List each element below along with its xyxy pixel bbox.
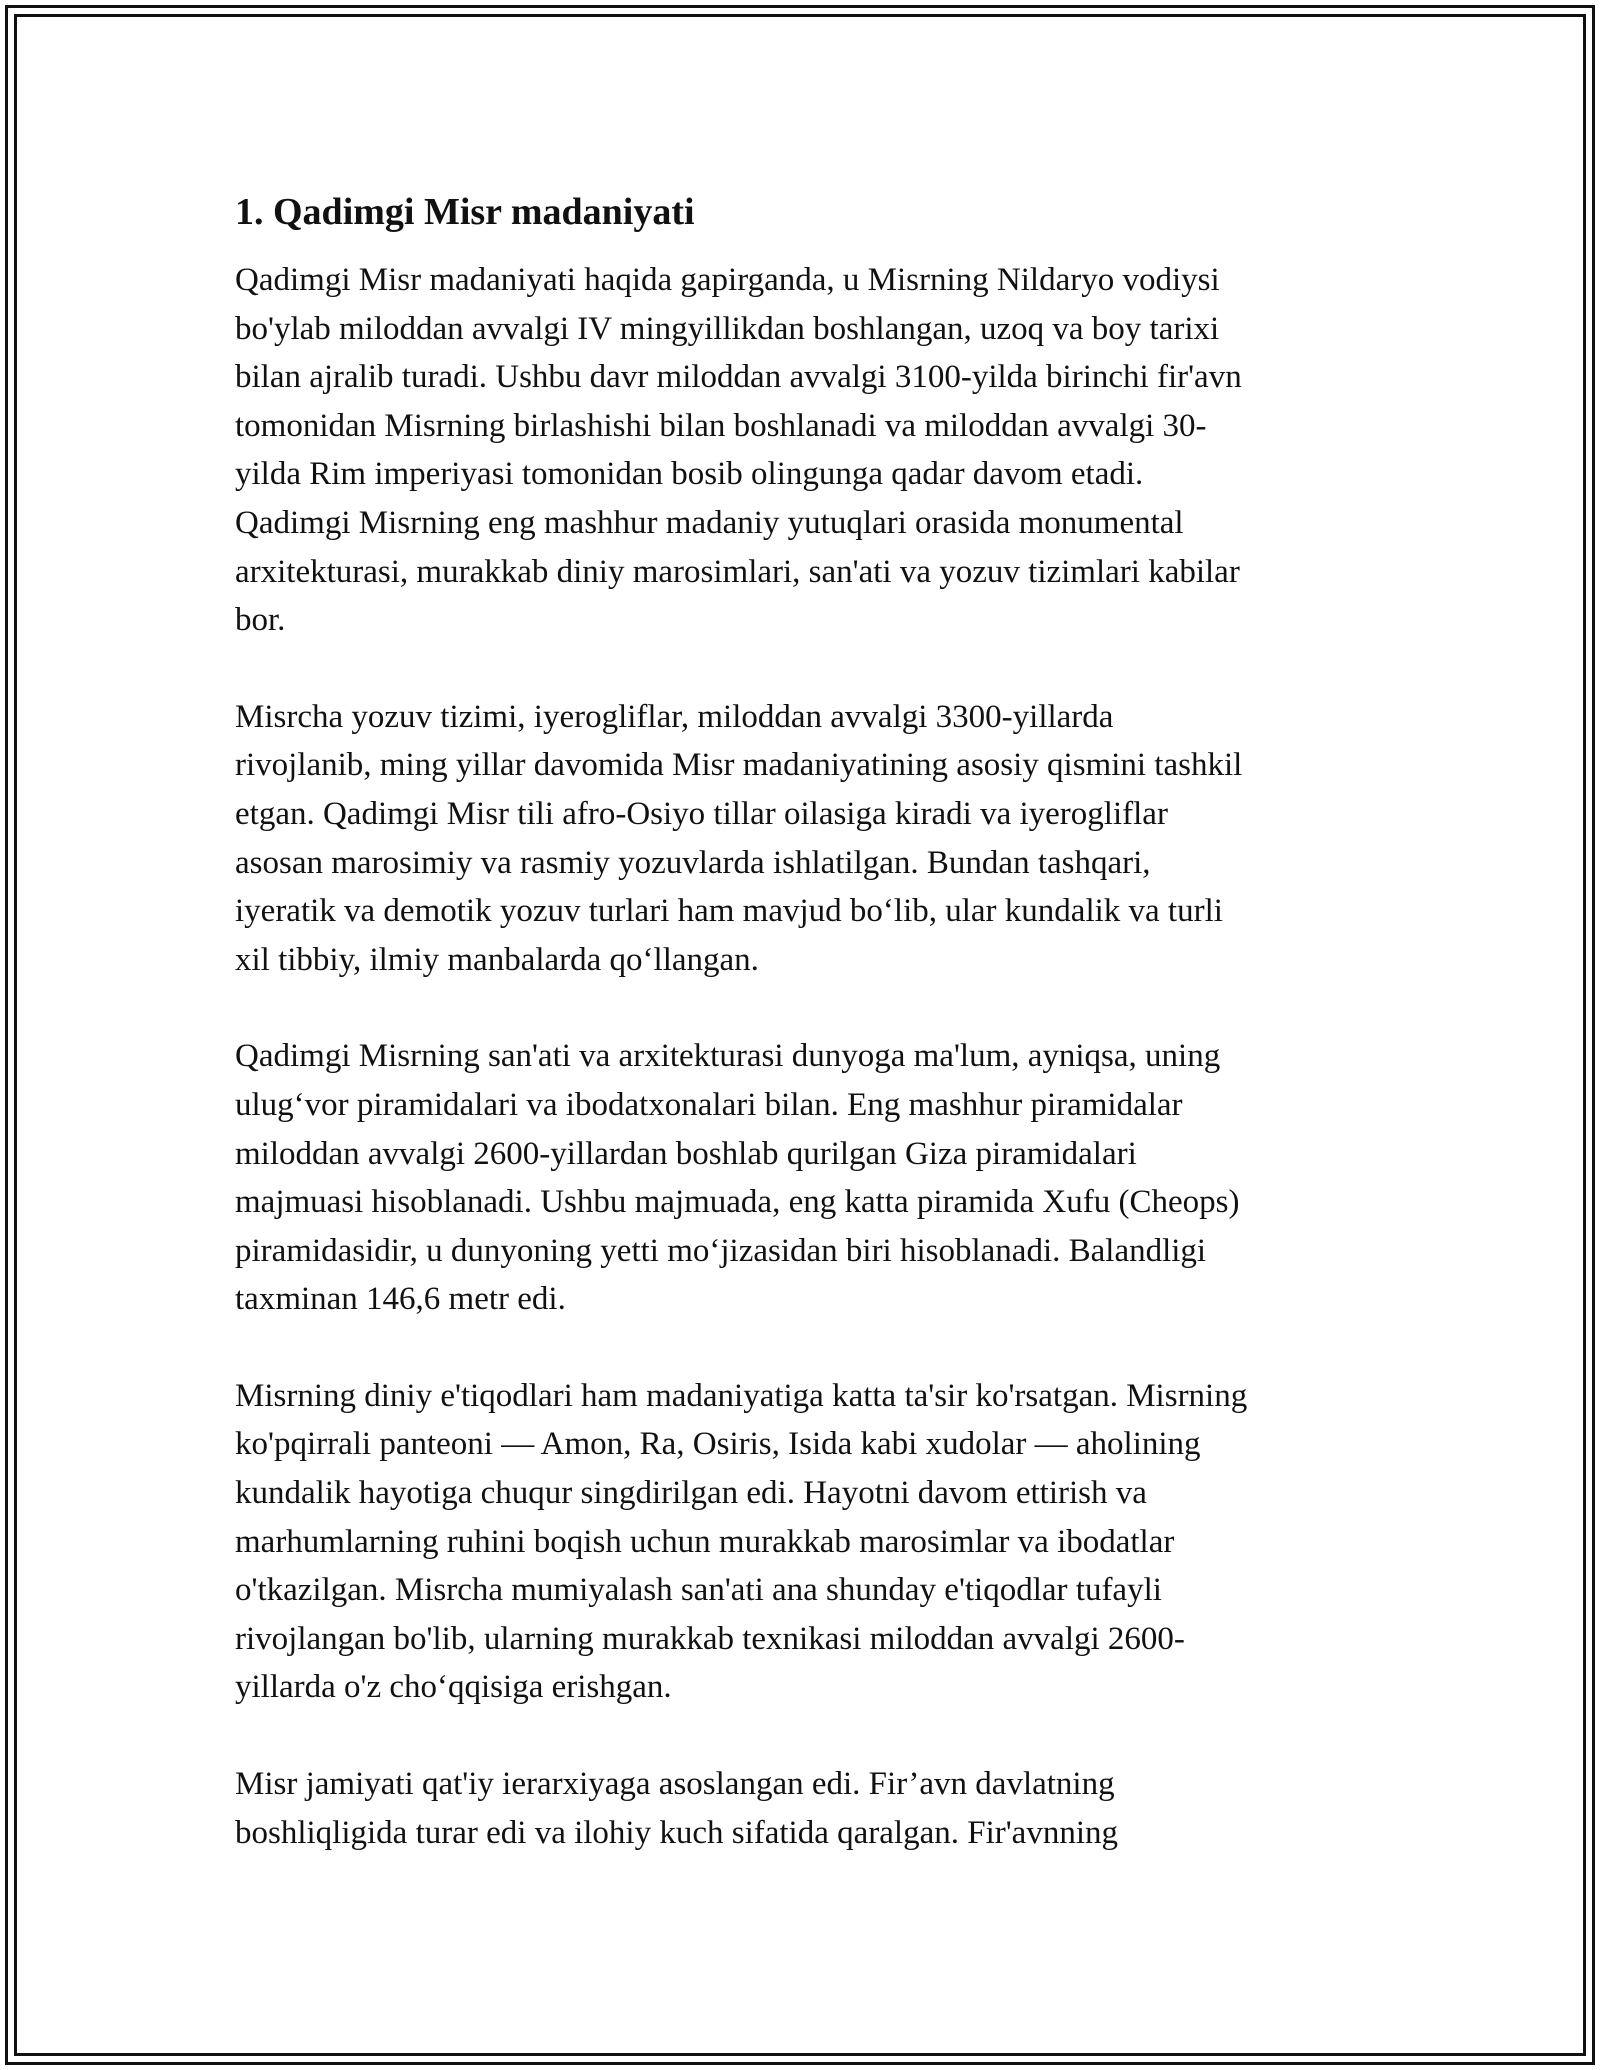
- text-line: bor.: [235, 602, 286, 639]
- text-line: boshliqligida turar edi va ilohiy kuch sifatida qaralgan. Fir'avnning: [235, 1814, 1118, 1851]
- text-line: etgan. Qadimgi Misr tili afro-Osiyo tillar oilasiga kiradi va iyerogliflar: [235, 795, 1168, 832]
- text-line: rivojlangan bo'lib, ularning murakkab texnikasi miloddan avvalgi 2600-: [235, 1620, 1185, 1657]
- text-line: Qadimgi Misrning eng mashhur madaniy yutuqlari orasida monumental: [235, 504, 1184, 541]
- text-line: bilan ajralib turadi. Ushbu davr miloddan avvalgi 3100-yilda birinchi fir'avn: [235, 359, 1242, 396]
- text-line: yilda Rim imperiyasi tomonidan bosib olingunga qadar davom etadi.: [235, 456, 1144, 493]
- text-line: iyeratik va demotik yozuv turlari ham mavjud bo‘lib, ular kundalik va turli: [235, 893, 1223, 930]
- text-line: ko'pqirrali panteoni — Amon, Ra, Osiris, Isida kabi xudolar — aholining: [235, 1426, 1201, 1463]
- text-line: tomonidan Misrning birlashishi bilan boshlanadi va miloddan avvalgi 30-: [235, 407, 1207, 444]
- section-heading: 1. Qadimgi Misr madaniyati: [235, 191, 695, 233]
- document-body: [235, 188, 1365, 1905]
- paragraph-4: [235, 1372, 1365, 1712]
- text-line: miloddan avvalgi 2600-yillardan boshlab qurilgan Giza piramidalari: [235, 1135, 1137, 1172]
- text-line: majmuasi hisoblanadi. Ushbu majmuada, eng katta piramida Xufu (Cheops): [235, 1184, 1240, 1221]
- text-line: Misr jamiyati qat'iy ierarxiyaga asoslangan edi. Fir’avn davlatning: [235, 1766, 1115, 1803]
- text-line: piramidasidir, u dunyoning yetti mo‘jizasidan biri hisoblanadi. Balandligi: [235, 1232, 1207, 1269]
- text-line: bo'ylab miloddan avvalgi IV mingyillikdan boshlangan, uzoq va boy tarixi: [235, 310, 1220, 347]
- paragraph-5: [235, 1760, 1365, 1857]
- paragraph-3: [235, 1032, 1365, 1324]
- text-line: Qadimgi Misr madaniyati haqida gapirganda, u Misrning Nildaryo vodiysi: [235, 262, 1220, 298]
- text-line: marhumlarning ruhini boqish uchun murakkab marosimlar va ibodatlar: [235, 1523, 1175, 1560]
- text-line: Misrning diniy e'tiqodlari ham madaniyatiga katta ta'sir ko'rsatgan. Misrning: [235, 1377, 1248, 1414]
- text-line: rivojlanib, ming yillar davomida Misr madaniyatining asosiy qismini tashkil: [235, 747, 1243, 784]
- text-line: asosan marosimiy va rasmiy yozuvlarda ishlatilgan. Bundan tashqari,: [235, 844, 1151, 881]
- text-line: xil tibbiy, ilmiy manbalarda qo‘llangan.: [235, 941, 759, 978]
- text-line: Misrcha yozuv tizimi, iyerogliflar, miloddan avvalgi 3300-yillarda: [235, 698, 1114, 735]
- text-line: o'tkazilgan. Misrcha mumiyalash san'ati ana shunday e'tiqodlar tufayli: [235, 1572, 1162, 1609]
- text-line: Qadimgi Misrning san'ati va arxitekturasi dunyoga ma'lum, ayniqsa, uning: [235, 1038, 1221, 1075]
- text-line: arxitekturasi, murakkab diniy marosimlari, san'ati va yozuv tizimlari kabilar: [235, 553, 1240, 590]
- text-line: yillarda o'z cho‘qqisiga erishgan.: [235, 1669, 672, 1706]
- text-line: ulug‘vor piramidalari va ibodatxonalari bilan. Eng mashhur piramidalar: [235, 1086, 1183, 1123]
- text-line: kundalik hayotiga chuqur singdirilgan edi. Hayotni davom ettirish va: [235, 1475, 1147, 1512]
- paragraph-2: [235, 693, 1365, 985]
- text-line: taxminan 146,6 metr edi.: [235, 1281, 566, 1318]
- paragraph-1: [235, 256, 1365, 645]
